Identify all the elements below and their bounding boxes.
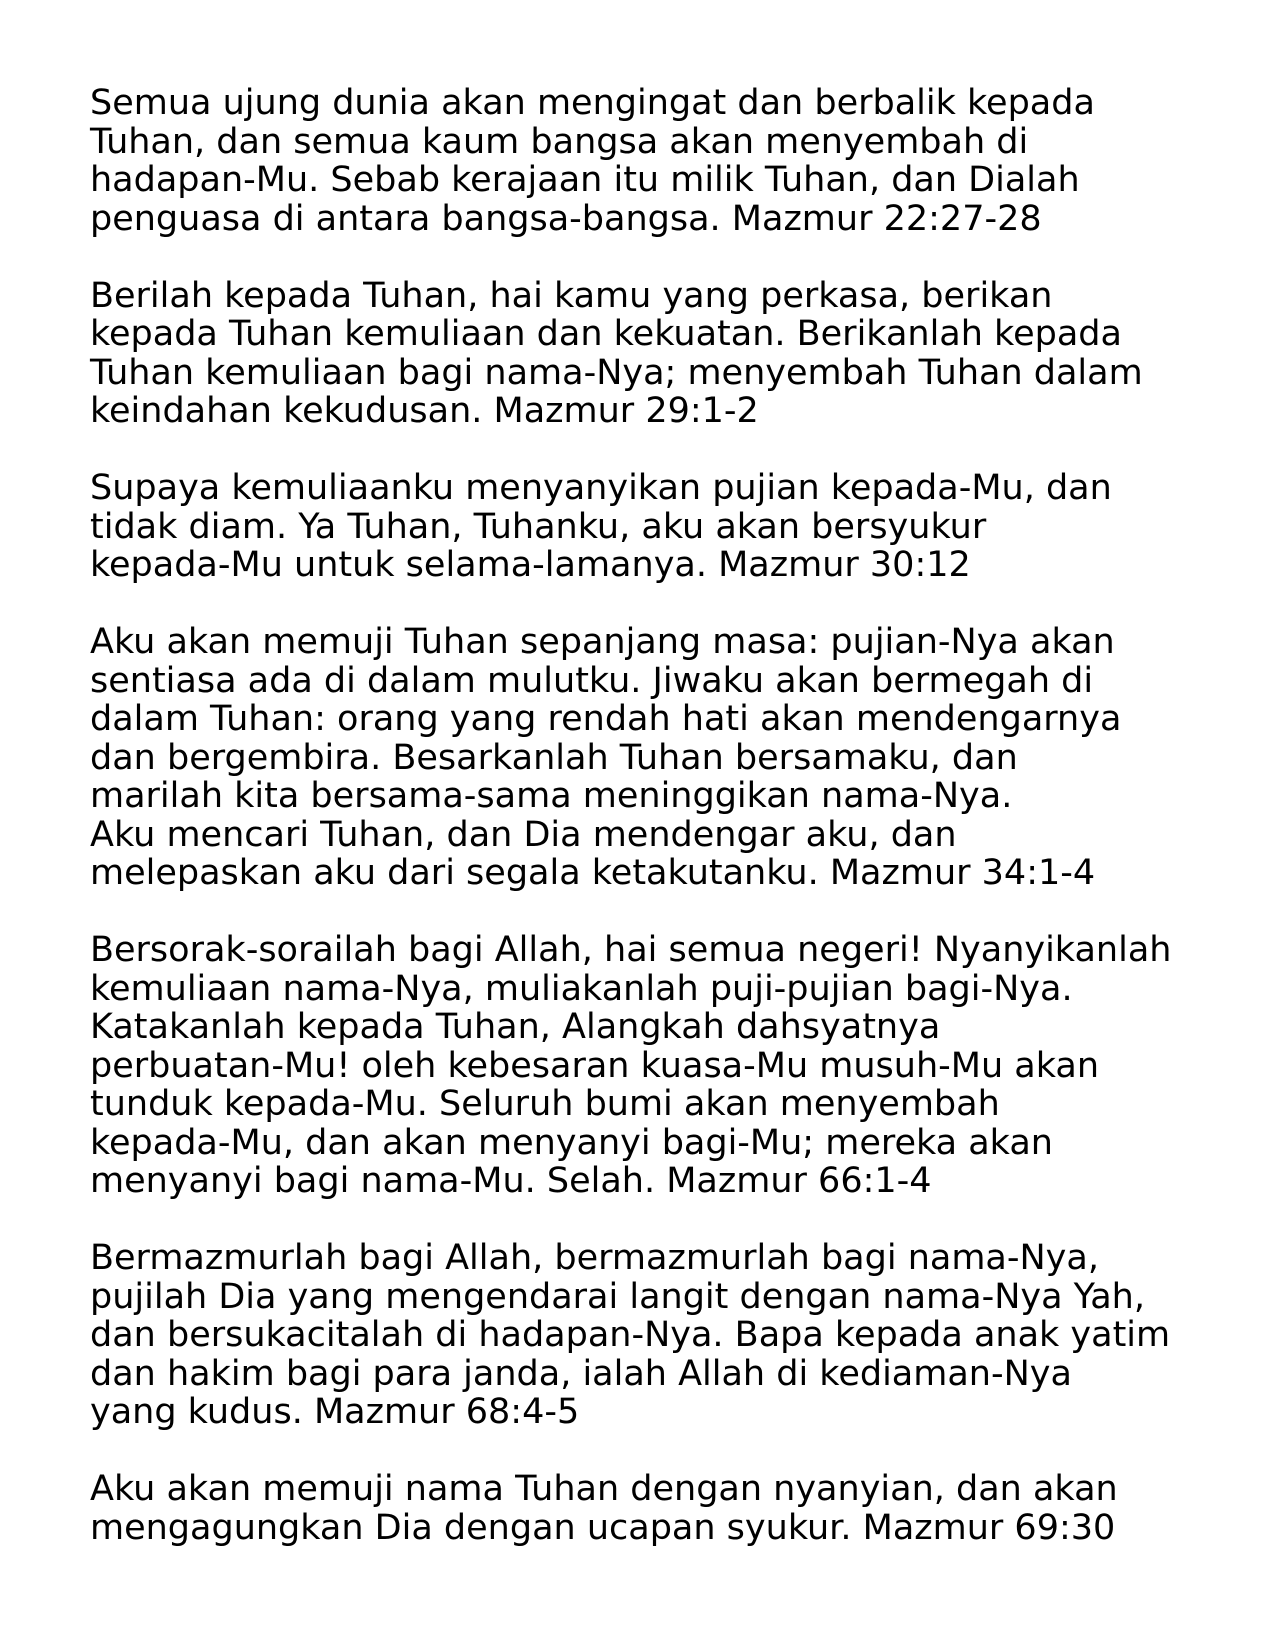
text-line: dan hakim bagi para janda, ialah Allah di kediaman-Nya [90,1353,1072,1394]
text-line: dan bersukacitalah di hadapan-Nya. Bapa kepada anak yatim [90,1315,1171,1355]
text-line: dan bergembira. Besarkanlah Tuhan bersamaku, dan [90,737,1018,778]
passage-mazmur-34 [90,623,1240,893]
text-line: tunduk kepada-Mu. Seluruh bumi akan menyembah [90,1084,1000,1124]
text-line: perbuatan-Mu! oleh kebesaran kuasa-Mu musuh-Mu akan [90,1045,1100,1086]
passage-mazmur-66 [90,931,1240,1201]
text-line: kemuliaan nama-Nya, muliakanlah puji-pujian bagi-Nya. [90,968,1073,1009]
passage-mazmur-30 [90,469,1240,585]
text-line: kepada-Mu, dan akan menyanyi bagi-Mu; mereka akan [90,1122,1053,1163]
text-line: mengagungkan Dia dengan ucapan syukur. Mazmur 69:30 [90,1507,1116,1548]
text-line: Tuhan kemuliaan bagi nama-Nya; menyembah Tuhan dalam [90,352,1143,393]
text-line: kepada Tuhan kemuliaan dan kekuatan. Berikanlah kepada [90,314,1122,354]
passage-mazmur-22 [90,84,1240,238]
text-line: Berilah kepada Tuhan, hai kamu yang perkasa, berikan [90,275,1053,316]
text-line: Semua ujung dunia akan mengingat dan berbalik kepada [90,83,1095,123]
text-line: pujilah Dia yang mengendarai langit dengan nama-Nya Yah, [90,1276,1145,1317]
text-line: Aku mencari Tuhan, dan Dia mendengar aku, dan [90,814,957,855]
text-line: Aku akan memuji Tuhan sepanjang masa: pujian-Nya akan [90,622,1115,662]
text-line: yang kudus. Mazmur 68:4-5 [90,1392,580,1432]
text-line: Bersorak-sorailah bagi Allah, hai semua negeri! Nyanyikanlah [90,930,1172,970]
text-line: dalam Tuhan: orang yang rendah hati akan mendengarnya [90,699,1122,739]
text-line: hadapan-Mu. Sebab kerajaan itu milik Tuhan, dan Dialah [90,160,1080,200]
text-line: tidak diam. Ya Tuhan, Tuhanku, aku akan bersyukur [90,506,987,547]
text-line: penguasa di antara bangsa-bangsa. Mazmur 22:27-28 [90,198,1042,239]
passage-mazmur-29 [90,277,1240,431]
text-line: Tuhan, dan semua kaum bangsa akan menyembah di [90,121,1029,162]
text-line: marilah kita bersama-sama meninggikan nama-Nya. [90,776,1013,816]
text-line: Katakanlah kepada Tuhan, Alangkah dahsyatnya [90,1007,941,1047]
document-page [90,84,1240,1586]
passage-mazmur-68 [90,1239,1240,1432]
text-line: Supaya kemuliaanku menyanyikan pujian kepada-Mu, dan [90,468,1112,508]
text-line: melepaskan aku dari segala ketakutanku. Mazmur 34:1-4 [90,853,1096,893]
text-line: Aku akan memuji nama Tuhan dengan nyanyian, dan akan [90,1469,1118,1509]
passage-mazmur-69 [90,1470,1240,1547]
text-line: keindahan kekudusan. Mazmur 29:1-2 [90,391,759,431]
text-line: menyanyi bagi nama-Mu. Selah. Mazmur 66:1-4 [90,1161,932,1201]
text-line: sentiasa ada di dalam mulutku. Jiwaku akan bermegah di [90,660,1094,701]
text-line: kepada-Mu untuk selama-lamanya. Mazmur 30:12 [90,545,971,585]
text-line: Bermazmurlah bagi Allah, bermazmurlah bagi nama-Nya, [90,1238,1099,1278]
